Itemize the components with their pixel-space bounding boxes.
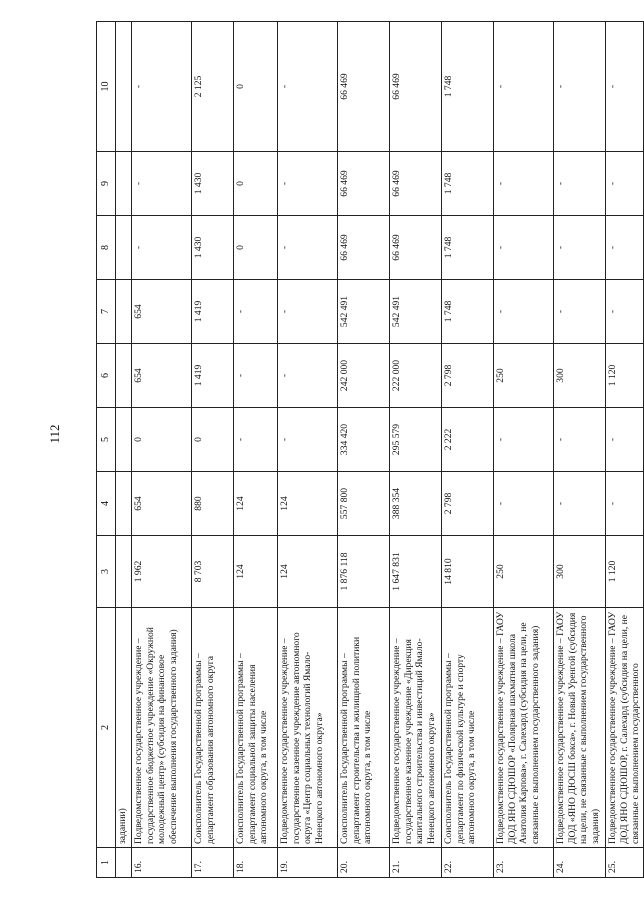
value-cell (116, 344, 132, 408)
value-cell (116, 216, 132, 280)
column-number: 2 (97, 608, 116, 848)
table-row (132, 22, 192, 878)
value-cell: - (554, 22, 606, 152)
value-cell (116, 536, 132, 608)
table-row (554, 22, 606, 878)
value-cell: 1 120 (606, 536, 644, 608)
row-description: Соисполнитель Государственной программы – департамент образования автономного округа (192, 608, 234, 848)
value-cell: 557 800 (338, 472, 390, 536)
value-cell: 654 (132, 280, 192, 344)
row-number: 21. (390, 848, 442, 878)
value-cell: 242 000 (338, 344, 390, 408)
value-cell: - (554, 408, 606, 472)
value-cell: 1 748 (442, 216, 494, 280)
value-cell (116, 22, 132, 152)
value-cell: - (554, 216, 606, 280)
row-description: Подведомственное государственное учреждение – ГАОУ ДОД ЯНО СДЮШОР «Полярная шахматная школа Анатолия Карпова», г. Салехард (субсидия на цели, не связанные с выполнением государственного задания) (494, 608, 554, 848)
row-number: 25. (606, 848, 644, 878)
table-row (234, 22, 278, 878)
row-number: 18. (234, 848, 278, 878)
value-cell: 0 (132, 408, 192, 472)
row-description: Подведомственное государственное учреждение – государственное казенное учреждение «Дирекция капитального строительства и инвестиций Ямало-Ненецкого автономного округа» (390, 608, 442, 848)
table-row (116, 22, 132, 878)
value-cell: 654 (132, 472, 192, 536)
value-cell: 295 579 (390, 408, 442, 472)
row-number: 23. (494, 848, 554, 878)
value-cell: 66 469 (338, 216, 390, 280)
column-number: 1 (97, 848, 116, 878)
page-number: 112 (47, 424, 62, 444)
value-cell: 0 (234, 216, 278, 280)
value-cell: - (606, 152, 644, 216)
value-cell: 250 (494, 536, 554, 608)
column-number: 9 (97, 152, 116, 216)
value-cell (116, 408, 132, 472)
table-row (192, 22, 234, 878)
value-cell: 1 647 831 (390, 536, 442, 608)
column-number: 7 (97, 280, 116, 344)
value-cell: 8 703 (192, 536, 234, 608)
value-cell: - (278, 280, 338, 344)
value-cell: 2 798 (442, 472, 494, 536)
table-row (606, 22, 644, 878)
value-cell: - (494, 152, 554, 216)
value-cell: - (554, 472, 606, 536)
row-number (116, 848, 132, 878)
row-number: 22. (442, 848, 494, 878)
value-cell: - (554, 152, 606, 216)
value-cell: 880 (192, 472, 234, 536)
value-cell: - (606, 472, 644, 536)
value-cell: 2 798 (442, 344, 494, 408)
row-number: 16. (132, 848, 192, 878)
column-number: 3 (97, 536, 116, 608)
value-cell: 66 469 (390, 216, 442, 280)
value-cell: - (278, 216, 338, 280)
table-row (442, 22, 494, 878)
value-cell: 66 469 (338, 22, 390, 152)
value-cell: 2 125 (192, 22, 234, 152)
value-cell: 14 810 (442, 536, 494, 608)
value-cell: - (494, 472, 554, 536)
value-cell: 1 962 (132, 536, 192, 608)
value-cell: - (234, 344, 278, 408)
column-number: 5 (97, 408, 116, 472)
table-row (338, 22, 390, 878)
row-description: задании) (116, 608, 132, 848)
budget-table (96, 21, 644, 878)
value-cell: 1 748 (442, 22, 494, 152)
value-cell: 388 354 (390, 472, 442, 536)
value-cell: 334 420 (338, 408, 390, 472)
column-number-row (97, 22, 116, 878)
rotated-page (96, 22, 642, 878)
value-cell: 300 (554, 536, 606, 608)
value-cell: 66 469 (390, 22, 442, 152)
value-cell: - (606, 216, 644, 280)
column-number: 6 (97, 344, 116, 408)
value-cell: 1 419 (192, 344, 234, 408)
value-cell (116, 152, 132, 216)
row-description: Подведомственное государственное учреждение – ГАОУ ДОД «ЯНО ДЮСШ бокса», г. Новый Уренгой (субсидия на цели, не связанные с выполнением государственного задания) (554, 608, 606, 848)
value-cell: 1 120 (606, 344, 644, 408)
value-cell (116, 472, 132, 536)
value-cell: - (606, 280, 644, 344)
value-cell: 1 419 (192, 280, 234, 344)
value-cell: 124 (234, 536, 278, 608)
value-cell: 542 491 (338, 280, 390, 344)
row-description: Подведомственное государственное учреждение – государственное казенное учреждение автономного округа «Центр социальных технологий Ямало-Ненецкого автономного округа» (278, 608, 338, 848)
value-cell: 250 (494, 344, 554, 408)
column-number: 4 (97, 472, 116, 536)
table-row (278, 22, 338, 878)
value-cell: 1 748 (442, 280, 494, 344)
value-cell: - (494, 408, 554, 472)
value-cell: 654 (132, 344, 192, 408)
value-cell: 2 222 (442, 408, 494, 472)
value-cell: - (278, 22, 338, 152)
value-cell: - (132, 216, 192, 280)
value-cell: - (132, 152, 192, 216)
value-cell: 66 469 (390, 152, 442, 216)
value-cell: - (278, 152, 338, 216)
value-cell: 124 (278, 536, 338, 608)
value-cell: 66 469 (338, 152, 390, 216)
value-cell: 124 (234, 472, 278, 536)
value-cell: - (606, 22, 644, 152)
value-cell: 542 491 (390, 280, 442, 344)
column-number: 8 (97, 216, 116, 280)
row-description: Соисполнитель Государственной программы – департамент социальной защиты населения автономного округа, в том числе (234, 608, 278, 848)
value-cell: - (278, 344, 338, 408)
column-number: 10 (97, 22, 116, 152)
value-cell: 300 (554, 344, 606, 408)
value-cell: - (234, 408, 278, 472)
value-cell: - (278, 408, 338, 472)
value-cell: 1 430 (192, 152, 234, 216)
row-number: 19. (278, 848, 338, 878)
value-cell: - (554, 280, 606, 344)
value-cell: 0 (234, 22, 278, 152)
row-number: 17. (192, 848, 234, 878)
row-description: Подведомственное государственное учреждение – ГАОУ ДОД ЯНО СДЮШОР, г. Салехард (субсидия на цели, не связанные с выполнением государственного (606, 608, 644, 848)
value-cell: 1 748 (442, 152, 494, 216)
table-row (390, 22, 442, 878)
value-cell: - (606, 408, 644, 472)
row-number: 24. (554, 848, 606, 878)
value-cell: - (494, 22, 554, 152)
value-cell (116, 280, 132, 344)
table-row (494, 22, 554, 878)
value-cell: - (234, 280, 278, 344)
row-description: Соисполнитель Государственной программы – департамент строительства и жилищной политики автономного округа, в том числе (338, 608, 390, 848)
value-cell: 124 (278, 472, 338, 536)
value-cell: 222 000 (390, 344, 442, 408)
value-cell: - (494, 216, 554, 280)
value-cell: 1 430 (192, 216, 234, 280)
value-cell: 0 (234, 152, 278, 216)
row-description: Подведомственное государственное учреждение – государственное бюджетное учреждение «Окружной молодежный центр» (субсидия на финансовое обеспечение выполнения государственного задания) (132, 608, 192, 848)
row-description: Соисполнитель Государственной программы – департамент по физической культуре и спорту автономного округа, в том числе (442, 608, 494, 848)
row-number: 20. (338, 848, 390, 878)
value-cell: - (132, 22, 192, 152)
value-cell: 0 (192, 408, 234, 472)
value-cell: 1 876 118 (338, 536, 390, 608)
value-cell: - (494, 280, 554, 344)
